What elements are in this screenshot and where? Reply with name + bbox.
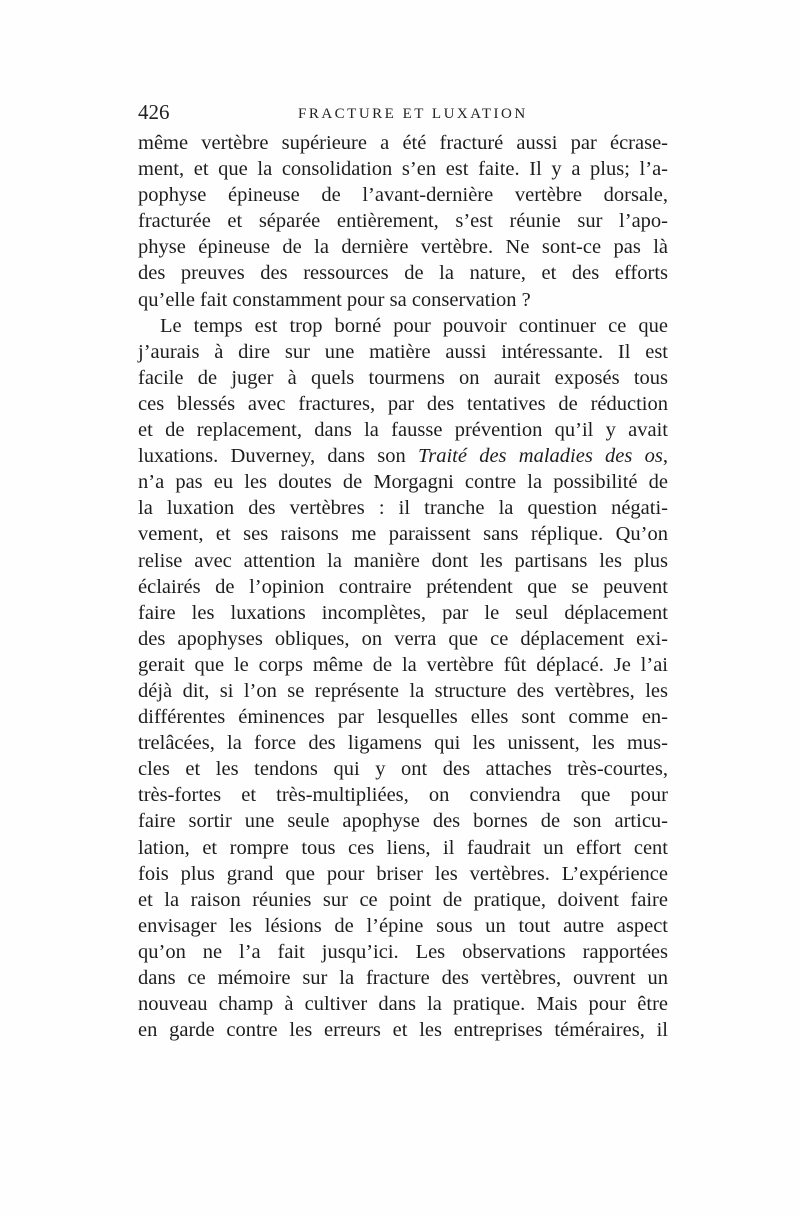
text-line: qu’on ne l’a fait jusqu’ici. Les observations rapportées: [138, 940, 668, 963]
text-line: facile de juger à quels tourmens on aurait exposés tous: [138, 366, 668, 389]
text-line: j’aurais à dire sur une matière aussi intéressante. Il est: [138, 340, 668, 363]
text-line: ment, et que la consolidation s’en est faite. Il y a plus; l’a-: [138, 158, 668, 181]
italic-title-suffix: ,: [662, 445, 668, 468]
text-line: éclairés de l’opinion contraire prétendent que se peuvent: [138, 575, 668, 598]
text-line: qu’elle fait constamment pour sa conservation ?: [138, 288, 531, 311]
page-header: [138, 100, 678, 128]
text-line: [138, 1148, 668, 1174]
text-line: [138, 1174, 668, 1200]
text-line: lation, et rompre tous ces liens, il faudrait un effort cent: [138, 836, 668, 859]
text-line: en garde contre les erreurs et les entreprises téméraires, il: [138, 1019, 668, 1042]
text-line: trelâcées, la force des ligamens qui les unissent, les mus-: [138, 732, 668, 755]
text-line: ces blessés avec fractures, par des tentatives de réduction: [138, 392, 668, 415]
text-line: et de replacement, dans la fausse prévention qu’il y avait: [138, 419, 668, 442]
text-line: [138, 1069, 668, 1095]
text-line: cles et les tendons qui y ont des attaches très-courtes,: [138, 758, 668, 781]
text-line: même vertèbre supérieure a été fracturé aussi par écrase-: [138, 132, 668, 154]
text-line-with-italic-title: [138, 443, 668, 469]
text-line: faire sortir une seule apophyse des bornes de son articu-: [138, 810, 668, 833]
paragraph: [138, 130, 668, 313]
text-line: des apophyses obliques, on verra que ce déplacement exi-: [138, 627, 668, 650]
text-line: différentes éminences par lesquelles elles sont comme en-: [138, 706, 668, 729]
text-line: dans ce mémoire sur la fracture des vertèbres, ouvrent un: [138, 967, 668, 989]
text-line: gerait que le corps même de la vertèbre fût déplacé. Je l’ai: [138, 653, 668, 676]
text-line: physe épineuse de la dernière vertèbre. Ne sont-ce pas là: [138, 236, 668, 259]
text-line: des preuves des ressources de la nature, et des efforts: [138, 262, 668, 285]
text-line: fracturée et séparée entièrement, s’est réunie sur l’apo-: [138, 210, 668, 233]
italic-book-title: Traité des maladies des os: [417, 445, 663, 468]
text-line: faire les luxations incomplètes, par le seul déplacement: [138, 601, 668, 624]
text-line: nouveau champ à cultiver dans la pratique. Mais pour être: [138, 993, 668, 1016]
text-line: fois plus grand que pour briser les vertèbres. L’expérience: [138, 862, 668, 885]
body-text: [138, 130, 668, 1200]
text-line: et la raison réunies sur ce point de pratique, doivent faire: [138, 888, 668, 911]
text-line: envisager les lésions de l’épine sous un tout autre aspect: [138, 914, 668, 937]
text-line-start: luxations. Duverney, dans son: [138, 445, 418, 468]
text-line: pophyse épineuse de l’avant-dernière vertèbre dorsale,: [138, 184, 668, 207]
running-head: FRACTURE ET LUXATION: [298, 106, 528, 122]
paragraph: [138, 313, 668, 1200]
text-line: n’a pas eu les doutes de Morgagni contre la possibilité de: [138, 471, 668, 494]
text-line: vement, et ses raisons me paraissent sans réplique. Qu’on: [138, 523, 668, 546]
text-line: [138, 1122, 668, 1148]
text-line: très-fortes et très-multipliées, on conviendra que pour: [138, 784, 668, 807]
text-line: [138, 1095, 668, 1121]
page-number: 426: [138, 100, 170, 124]
text-line: Le temps est trop borné pour pouvoir continuer ce que: [160, 314, 668, 337]
text-line: [138, 1043, 668, 1069]
text-line: déjà dit, si l’on se représente la structure des vertèbres, les: [138, 679, 668, 702]
text-line: la luxation des vertèbres : il tranche la question négati-: [138, 497, 668, 520]
text-line: relise avec attention la manière dont les partisans les plus: [138, 549, 668, 572]
